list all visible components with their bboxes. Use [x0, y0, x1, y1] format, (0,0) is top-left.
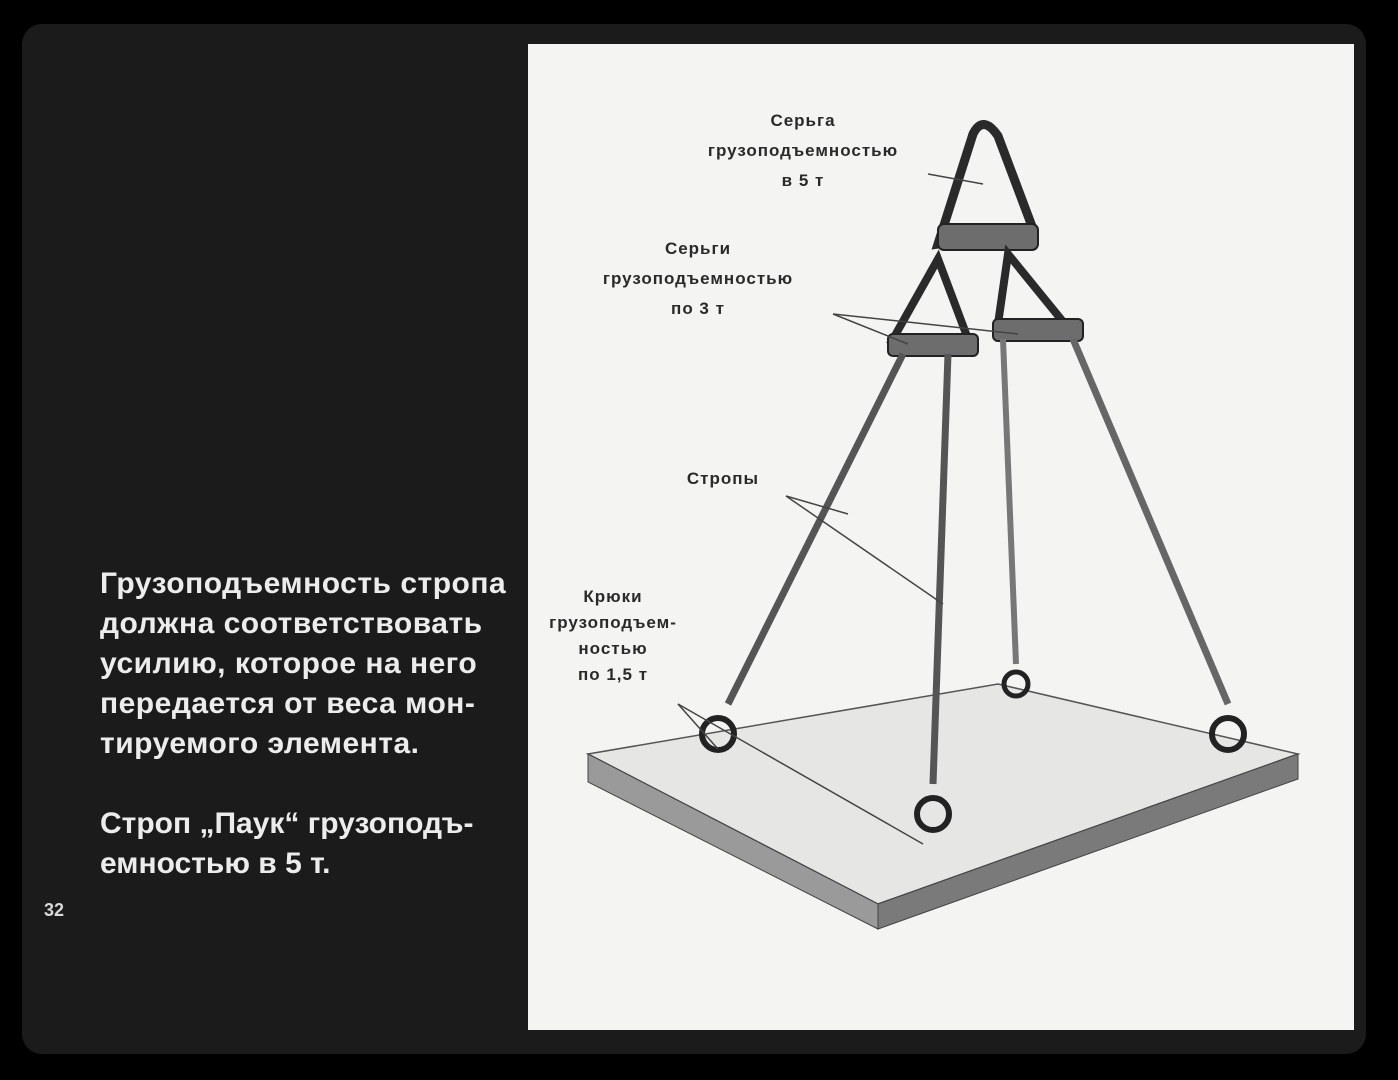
- shackle-plate-top: [938, 224, 1038, 250]
- leader-shackles-b: [833, 314, 1018, 334]
- shackle-plate-left: [888, 334, 978, 356]
- spider-sling-drawing: [528, 44, 1354, 1030]
- caption-main: Грузоподъемность стропа должна соответствовать усилию, которое на него передается от веса мон- тируемого элемента.: [100, 567, 507, 760]
- frame-number: 32: [44, 900, 65, 920]
- sling-right: [1073, 339, 1228, 704]
- caption-sub: Строп „Паук“ грузоподъ- емностью в 5 т.: [100, 807, 474, 880]
- shackle-plate-right: [993, 319, 1083, 341]
- slide-frame: [22, 24, 1366, 1054]
- leader-slings-b: [786, 496, 943, 604]
- label-shackles: Серьги грузоподъемностью по 3 т: [602, 239, 794, 318]
- sling-front-left: [728, 354, 903, 704]
- label-hooks: Крюки грузоподъем- ностью по 1,5 т: [549, 587, 677, 684]
- label-slings: Стропы: [686, 469, 760, 488]
- sling-illustration: [528, 44, 1354, 1030]
- label-main-shackle: Серьга грузоподъемностью в 5 т: [707, 111, 899, 190]
- leader-slings-a: [786, 496, 848, 514]
- sling-back-center: [1003, 339, 1016, 664]
- caption-panel: [22, 24, 526, 1054]
